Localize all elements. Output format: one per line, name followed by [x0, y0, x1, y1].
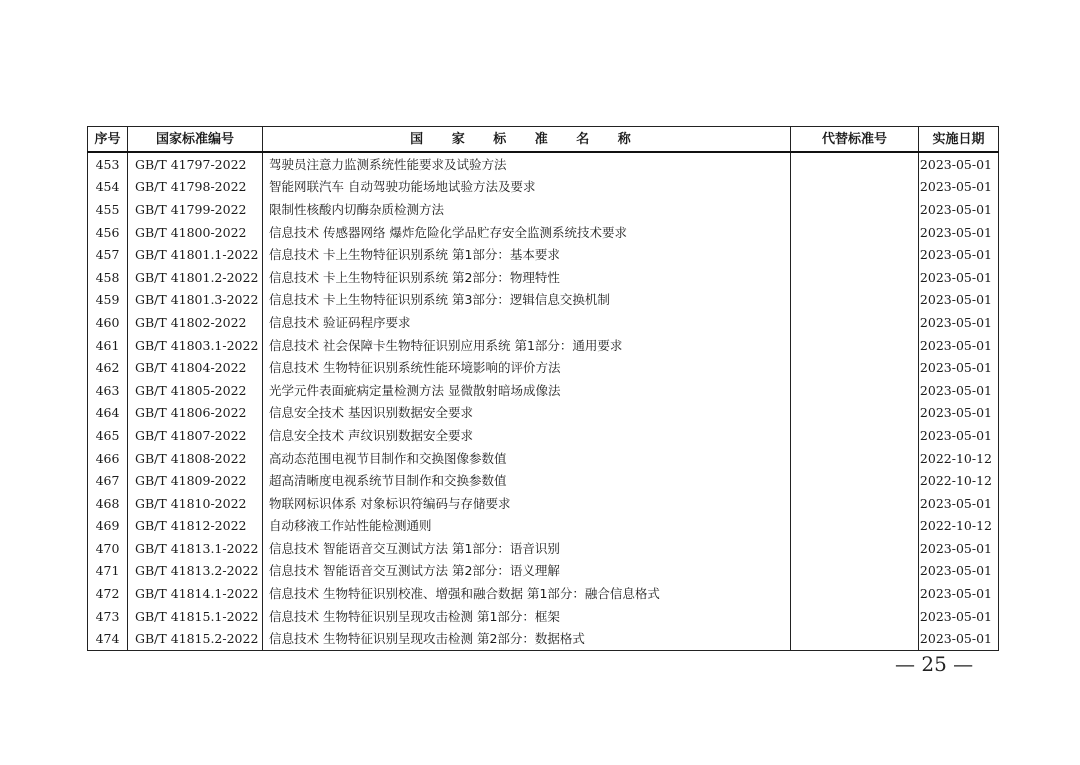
cell-name: 信息技术 智能语音交互测试方法 第1部分：语音识别 — [263, 537, 791, 560]
cell-code: GB/T 41812-2022 — [128, 515, 263, 538]
cell-code: GB/T 41798-2022 — [128, 176, 263, 199]
cell-date: 2023-05-01 — [919, 289, 999, 312]
cell-code: GB/T 41813.2-2022 — [128, 560, 263, 583]
cell-seq: 471 — [88, 560, 128, 583]
cell-name: 信息技术 生物特征识别系统性能环境影响的评价方法 — [263, 356, 791, 379]
cell-seq: 468 — [88, 492, 128, 515]
cell-replaced — [791, 469, 919, 492]
cell-replaced — [791, 289, 919, 312]
cell-name: 信息技术 生物特征识别呈现攻击检测 第2部分：数据格式 — [263, 627, 791, 650]
cell-replaced — [791, 334, 919, 357]
table-row — [88, 221, 999, 244]
cell-name: 光学元件表面疵病定量检测方法 显微散射暗场成像法 — [263, 379, 791, 402]
cell-replaced — [791, 492, 919, 515]
cell-code: GB/T 41805-2022 — [128, 379, 263, 402]
table-row — [88, 447, 999, 470]
table-row — [88, 152, 999, 176]
cell-name: 物联网标识体系 对象标识符编码与存储要求 — [263, 492, 791, 515]
cell-replaced — [791, 424, 919, 447]
cell-name: 信息安全技术 声纹识别数据安全要求 — [263, 424, 791, 447]
table-row — [88, 334, 999, 357]
cell-name: 信息技术 生物特征识别呈现攻击检测 第1部分：框架 — [263, 605, 791, 628]
table-row — [88, 311, 999, 334]
cell-seq: 463 — [88, 379, 128, 402]
cell-code: GB/T 41799-2022 — [128, 198, 263, 221]
cell-date: 2023-05-01 — [919, 582, 999, 605]
cell-name: 信息技术 卡上生物特征识别系统 第1部分：基本要求 — [263, 243, 791, 266]
cell-code: GB/T 41801.1-2022 — [128, 243, 263, 266]
table-row — [88, 537, 999, 560]
cell-code: GB/T 41806-2022 — [128, 402, 263, 425]
table-row — [88, 243, 999, 266]
cell-date: 2023-05-01 — [919, 492, 999, 515]
cell-replaced — [791, 537, 919, 560]
table-row — [88, 424, 999, 447]
cell-name: 信息技术 社会保障卡生物特征识别应用系统 第1部分：通用要求 — [263, 334, 791, 357]
table-row — [88, 605, 999, 628]
table-row — [88, 356, 999, 379]
cell-seq: 457 — [88, 243, 128, 266]
cell-seq: 456 — [88, 221, 128, 244]
page-number: — 25 — — [895, 652, 974, 676]
cell-seq: 474 — [88, 627, 128, 650]
table-row — [88, 289, 999, 312]
cell-seq: 467 — [88, 469, 128, 492]
cell-code: GB/T 41800-2022 — [128, 221, 263, 244]
cell-replaced — [791, 311, 919, 334]
cell-seq: 469 — [88, 515, 128, 538]
cell-date: 2022-10-12 — [919, 447, 999, 470]
cell-replaced — [791, 605, 919, 628]
cell-replaced — [791, 243, 919, 266]
header-seq: 序号 — [88, 127, 128, 153]
table-row — [88, 402, 999, 425]
cell-replaced — [791, 560, 919, 583]
cell-name: 信息安全技术 基因识别数据安全要求 — [263, 402, 791, 425]
cell-date: 2023-05-01 — [919, 334, 999, 357]
cell-replaced — [791, 379, 919, 402]
cell-seq: 462 — [88, 356, 128, 379]
cell-name: 驾驶员注意力监测系统性能要求及试验方法 — [263, 152, 791, 176]
header-replaced: 代替标准号 — [791, 127, 919, 153]
cell-date: 2023-05-01 — [919, 605, 999, 628]
cell-seq: 464 — [88, 402, 128, 425]
cell-name: 信息技术 传感器网络 爆炸危险化学品贮存安全监测系统技术要求 — [263, 221, 791, 244]
cell-date: 2023-05-01 — [919, 424, 999, 447]
cell-seq: 472 — [88, 582, 128, 605]
table-row — [88, 582, 999, 605]
cell-replaced — [791, 221, 919, 244]
cell-code: GB/T 41801.2-2022 — [128, 266, 263, 289]
cell-date: 2022-10-12 — [919, 469, 999, 492]
cell-replaced — [791, 198, 919, 221]
cell-date: 2023-05-01 — [919, 402, 999, 425]
cell-name: 信息技术 验证码程序要求 — [263, 311, 791, 334]
header-name: 国 家 标 准 名 称 — [263, 127, 791, 153]
cell-date: 2022-10-12 — [919, 515, 999, 538]
cell-date: 2023-05-01 — [919, 311, 999, 334]
cell-date: 2023-05-01 — [919, 560, 999, 583]
cell-seq: 465 — [88, 424, 128, 447]
cell-date: 2023-05-01 — [919, 266, 999, 289]
cell-code: GB/T 41808-2022 — [128, 447, 263, 470]
cell-code: GB/T 41804-2022 — [128, 356, 263, 379]
table-row — [88, 469, 999, 492]
cell-code: GB/T 41797-2022 — [128, 152, 263, 176]
cell-name: 信息技术 智能语音交互测试方法 第2部分：语义理解 — [263, 560, 791, 583]
standards-table — [87, 126, 999, 651]
cell-code: GB/T 41815.2-2022 — [128, 627, 263, 650]
cell-name: 超高清晰度电视系统节目制作和交换参数值 — [263, 469, 791, 492]
cell-code: GB/T 41809-2022 — [128, 469, 263, 492]
cell-replaced — [791, 627, 919, 650]
cell-date: 2023-05-01 — [919, 152, 999, 176]
cell-replaced — [791, 582, 919, 605]
cell-seq: 455 — [88, 198, 128, 221]
table-body — [88, 152, 999, 651]
table-row — [88, 627, 999, 650]
cell-code: GB/T 41813.1-2022 — [128, 537, 263, 560]
cell-name: 自动移液工作站性能检测通则 — [263, 515, 791, 538]
cell-replaced — [791, 447, 919, 470]
cell-seq: 470 — [88, 537, 128, 560]
cell-seq: 458 — [88, 266, 128, 289]
cell-replaced — [791, 356, 919, 379]
table-row — [88, 266, 999, 289]
cell-seq: 473 — [88, 605, 128, 628]
cell-name: 高动态范围电视节目制作和交换图像参数值 — [263, 447, 791, 470]
cell-date: 2023-05-01 — [919, 221, 999, 244]
cell-replaced — [791, 515, 919, 538]
table-row — [88, 515, 999, 538]
cell-date: 2023-05-01 — [919, 379, 999, 402]
table-row — [88, 198, 999, 221]
table-row — [88, 176, 999, 199]
cell-name: 信息技术 卡上生物特征识别系统 第3部分：逻辑信息交换机制 — [263, 289, 791, 312]
cell-seq: 459 — [88, 289, 128, 312]
cell-code: GB/T 41801.3-2022 — [128, 289, 263, 312]
cell-date: 2023-05-01 — [919, 243, 999, 266]
cell-name: 信息技术 生物特征识别校准、增强和融合数据 第1部分：融合信息格式 — [263, 582, 791, 605]
table-row — [88, 379, 999, 402]
cell-replaced — [791, 152, 919, 176]
table-row — [88, 492, 999, 515]
cell-code: GB/T 41803.1-2022 — [128, 334, 263, 357]
cell-date: 2023-05-01 — [919, 627, 999, 650]
cell-seq: 453 — [88, 152, 128, 176]
cell-seq: 466 — [88, 447, 128, 470]
cell-code: GB/T 41810-2022 — [128, 492, 263, 515]
table-row — [88, 560, 999, 583]
cell-date: 2023-05-01 — [919, 198, 999, 221]
cell-seq: 460 — [88, 311, 128, 334]
cell-date: 2023-05-01 — [919, 537, 999, 560]
cell-replaced — [791, 402, 919, 425]
cell-code: GB/T 41802-2022 — [128, 311, 263, 334]
header-code: 国家标准编号 — [128, 127, 263, 153]
cell-name: 信息技术 卡上生物特征识别系统 第2部分：物理特性 — [263, 266, 791, 289]
cell-date: 2023-05-01 — [919, 356, 999, 379]
cell-replaced — [791, 176, 919, 199]
cell-date: 2023-05-01 — [919, 176, 999, 199]
cell-code: GB/T 41807-2022 — [128, 424, 263, 447]
table-header-row — [88, 127, 999, 153]
cell-name: 智能网联汽车 自动驾驶功能场地试验方法及要求 — [263, 176, 791, 199]
cell-code: GB/T 41814.1-2022 — [128, 582, 263, 605]
cell-replaced — [791, 266, 919, 289]
cell-code: GB/T 41815.1-2022 — [128, 605, 263, 628]
cell-name: 限制性核酸内切酶杂质检测方法 — [263, 198, 791, 221]
cell-seq: 454 — [88, 176, 128, 199]
header-date: 实施日期 — [919, 127, 999, 153]
cell-seq: 461 — [88, 334, 128, 357]
